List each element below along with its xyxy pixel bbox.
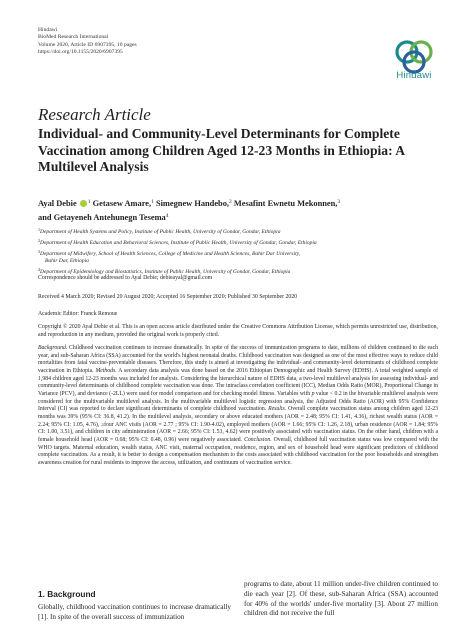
- abstract-conclusion-text: Overall, childhood full vaccination status was low compared with the WHO targets. Maternal education, wealth status, ANC visit, maternal occupation, residence, region, and sex of household head were significant predictors of childhood complete vaccination. As a result, it is better to design a compensation mechanism to the costs associated with childhood vaccination for the poor households and strengthen awareness creation for rural residents to improve the access, utilization, and continuum of vaccination service.: [38, 436, 438, 466]
- author-list: [38, 196, 438, 224]
- academic-editor: Academic Editor: Franck Remoue: [38, 311, 118, 317]
- publication-dates: Received 4 March 2020; Revised 20 August 2020; Accepted 16 September 2020; Published 30 September 2020: [38, 294, 298, 300]
- abstract-methods-label: Methods.: [95, 367, 117, 374]
- affiliation: [38, 248, 438, 259]
- orcid-icon[interactable]: [80, 200, 87, 207]
- journal-header: [38, 27, 137, 57]
- affil-number: 4: [38, 267, 40, 273]
- affil-number: 3: [38, 248, 40, 254]
- abstract-background-label: Background.: [38, 345, 68, 351]
- author-affil-ref: 1: [151, 199, 154, 205]
- author-name: Ayal Debie: [38, 199, 77, 208]
- author-affil-ref: 2: [229, 199, 232, 205]
- abstract-methods-text: A secondary data analysis was done based on the 2016 Ethiopian Demographic and Health Survey (EDHS). A total weighted sample of 1,984 children aged 12-23 months was included for analysis. Considering the hierarchical nature of EDHS data, a two-level multilevel analysis for assessing individual- and community-level determinants of childhood complete vaccination was done. The intraclass correlation coefficient (ICC), Median Odds Ratio (MOR), Proportional Change in Variance (PCV), and deviance (-2LL) were used for model comparison and for checking model fitness. Variables with: [38, 367, 438, 397]
- volume-line: Volume 2020, Article ID 6907395, 10 pages: [38, 41, 137, 48]
- affil-number: 2: [38, 237, 40, 243]
- affiliation: [38, 258, 438, 266]
- author-name: Simegnew Handebo,: [155, 199, 229, 208]
- affiliations: [38, 226, 438, 277]
- author-name: and Getayeneh Antehunegn Tesema: [38, 213, 166, 222]
- correspondence: Correspondence should be addressed to Ayal Debie; debieayal@gmail.com: [38, 275, 213, 281]
- author-affil-ref: 4: [165, 213, 169, 219]
- affiliation: [38, 226, 438, 237]
- abstract-background-text: Childhood vaccination continues to increase dramatically. In spite of the success of immunization programs to date, millions of children continued to die each year, and sub-Saharan Africa (SSA) accounted for the world's highest neonatal deaths. Childhood vaccination was designed as one of the most effective ways to reduce child mortalities from fatal vaccine-preventable diseases. Therefore, this study is aimed at investigating the individual- and community-level determinants of childhood complete vaccination in Ethiopia.: [38, 345, 438, 374]
- doi-link[interactable]: https://doi.org/10.1155/2020/6907395: [38, 49, 123, 56]
- affil-text: Department of Health Education and Behavioral Sciences, Institute of Public Health, University of Gondar, Gondar, Ethiopia: [40, 239, 317, 246]
- article-type: Research Article: [38, 105, 151, 124]
- abstract-conclusion-label: Conclusion.: [244, 436, 272, 443]
- journal-name: BioMed Research International: [38, 34, 109, 41]
- hindawi-wordmark: Hindawi: [396, 70, 432, 81]
- author-name: Mesafint Ewnetu Mekonnen,: [233, 199, 338, 208]
- affil-text: Bahir Dar, Ethiopia: [45, 258, 89, 265]
- author-affil-ref: 3: [337, 199, 341, 205]
- affil-text: Department of Health Systems and Policy, Institute of Public Health, University of Gondar, Gondar, Ethiopia: [40, 229, 281, 235]
- abstract-results-label: Results.: [268, 406, 287, 413]
- body-column-left: Globally, childhood vaccination continues to increase dramatically [1]. In spite of the overall success of immunization: [38, 603, 231, 621]
- copyright-notice: Copyright © 2020 Ayal Debie et al. This is an open access article distributed under the Creative Commons Attribution License, which permits unrestricted use, distribution, and reproduction in any medium, provided the original work is properly cited.: [38, 324, 438, 338]
- affil-text: Department of Epidemiology and Biostatistics, Institute of Public Health, University of Gondar, Gondar, Ethiopia: [40, 269, 291, 276]
- p-variable: p: [311, 390, 315, 397]
- article-title: Individual- and Community-Level Determinants for Complete Vaccination among Children Aged 12-23 Months in Ethiopia: A Multilevel Analysis: [38, 126, 405, 175]
- affiliation: [38, 237, 438, 248]
- author-affil-ref: 1: [87, 199, 91, 205]
- publisher-name: Hindawi: [38, 27, 58, 33]
- section-heading: 1. Background: [38, 589, 96, 599]
- abstract: [38, 345, 438, 468]
- affil-text: Department of Midwifery, School of Health Sciences, College of Medicine and Health Sciences, Bahir Dar University,: [40, 250, 301, 257]
- body-column-right: programs to date, about 11 million under-five children continued to die each year [2]. Of these, sub-Saharan Africa (SSA) accounted for 40% of the worlds' under-five mortality [3]. About 27 million children did not receive the full: [244, 580, 438, 618]
- abstract-methods-text: value < 0.2 in the bivariable multilevel analysis were considered for the multivariable multilevel analysis. In the multivariable multilevel logistic regression analysis, the Adjusted Odds Ratio (AOR) with 95% Confidence Interval (CI) was reported to declare significant determinants of complete childhood vaccination.: [38, 390, 438, 413]
- author-name: Getasew Amare,: [92, 199, 152, 208]
- affil-number: 1: [38, 227, 40, 232]
- abstract-results-text: Overall complete vaccination status among children aged 12-23 months was 39% (95% CI: 36.8, 41.2). In the multilevel analysis, secondary or above educated mothers (AOR = 2.48; 95% CI: 1.41, 4.36), richest wealth status (AOR = 2.24; 95% CI: 1.05, 4.76), ≥four ANC visits (AOR = 2.77 ; 95% CI: 1.90-4.02), employed mothers (AOR = 1.66; 95% CI: 1.26, 2.18), urban residence (AOR = 1.84; 95% CI: 1.00, 3.51), and children in city administration (AOR = 2.66; 95% CI: 1.53, 4.62) were positively associated with vaccination status. On the other hand, children with a female household head (AOR = 0.68; 95% CI: 0.48, 0.96) were negatively associated.: [38, 406, 438, 443]
